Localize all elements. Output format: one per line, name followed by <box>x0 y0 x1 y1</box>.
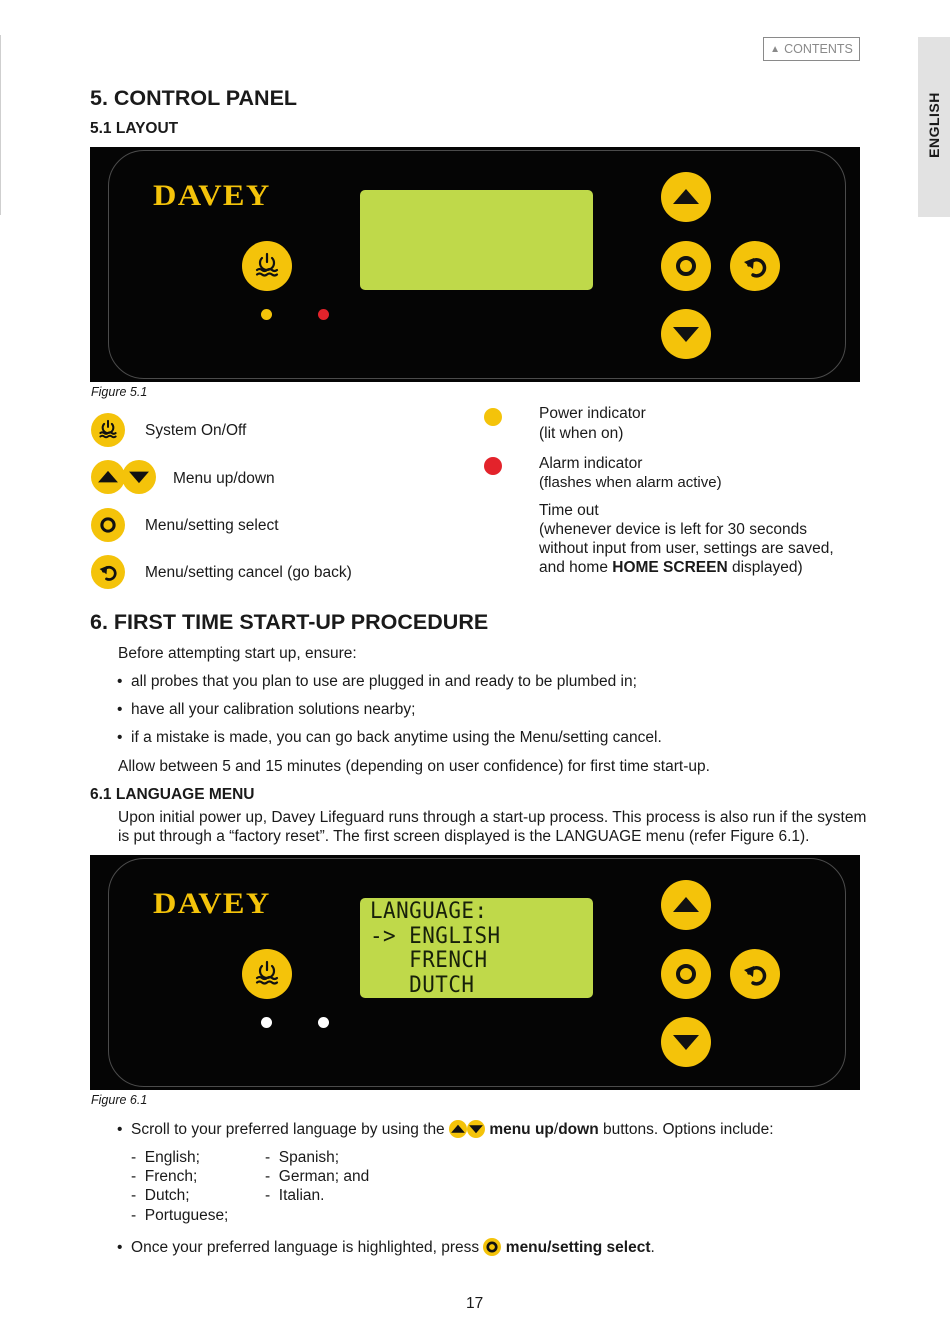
section-heading-startup: 6. FIRST TIME START-UP PROCEDURE <box>90 610 489 634</box>
list-item: • all probes that you plan to use are plugged in and ready to be plumbed in; <box>117 673 637 690</box>
down-button-icon <box>661 309 711 359</box>
davey-logo: DAVEY <box>153 179 271 212</box>
legend-menu-cancel: Menu/setting cancel (go back) <box>145 564 352 581</box>
figure-caption-5-1: Figure 5.1 <box>91 385 148 399</box>
subheading-language-menu: 6.1 LANGUAGE MENU <box>90 786 255 803</box>
language-tab[interactable] <box>918 37 950 217</box>
option-item: - English; <box>131 1149 200 1166</box>
legend-timeout-line1: (whenever device is left for 30 seconds <box>539 521 807 538</box>
page-number: 17 <box>466 1295 484 1312</box>
power-button-icon <box>242 241 292 291</box>
language-para-line1: Upon initial power up, Davey Lifeguard runs through a start-up process. This process is also run if the system <box>118 809 867 826</box>
option-item: - Portuguese; <box>131 1207 229 1224</box>
back-button-icon <box>730 241 780 291</box>
power-indicator-dot <box>484 408 502 426</box>
up-triangle-icon: ▲ <box>770 43 781 55</box>
alarm-indicator-dot <box>484 457 502 475</box>
list-item-once: • Once your preferred language is highlighted, press menu/setting select. <box>117 1239 655 1256</box>
alarm-led <box>318 1017 329 1028</box>
up-button-icon <box>661 880 711 930</box>
legend-alarm-title: Alarm indicator <box>539 455 643 472</box>
contents-label: CONTENTS <box>784 42 853 56</box>
option-item: - Italian. <box>265 1187 325 1204</box>
up-arrow-icon <box>91 460 125 494</box>
up-button-icon <box>661 172 711 222</box>
back-arrow-icon <box>91 555 125 589</box>
option-item: - French; <box>131 1168 198 1185</box>
startup-intro: Before attempting start up, ensure: <box>118 645 357 662</box>
select-circle-icon <box>483 1238 501 1256</box>
startup-allow: Allow between 5 and 15 minutes (depending on user confidence) for first time start-up. <box>118 758 710 775</box>
legend-menu-select: Menu/setting select <box>145 517 279 534</box>
down-arrow-icon <box>122 460 156 494</box>
legend-timeout-line3: and home HOME SCREEN displayed) <box>539 559 803 576</box>
power-button-icon <box>242 949 292 999</box>
legend-power-note: (lit when on) <box>539 425 624 442</box>
lcd-screen-blank <box>360 190 593 290</box>
legend-timeout-title: Time out <box>539 502 599 519</box>
legend-timeout-line2: without input from user, settings are saved, <box>539 540 834 557</box>
select-button-icon <box>661 241 711 291</box>
language-para-line2: is put through a “factory reset”. The first screen displayed is the LANGUAGE menu (refer Figure 6.1). <box>118 828 810 845</box>
power-button-icon <box>91 413 125 447</box>
down-button-icon <box>661 1017 711 1067</box>
down-arrow-icon <box>467 1120 485 1138</box>
control-panel-figure <box>90 147 860 382</box>
section-heading-control-panel: 5. CONTROL PANEL <box>90 86 298 110</box>
alarm-led <box>318 309 329 320</box>
davey-logo: DAVEY <box>153 887 271 920</box>
contents-link[interactable] <box>763 37 860 61</box>
lcd-language-menu-text: LANGUAGE: -> ENGLISH FRENCH DUTCH <box>370 899 501 998</box>
legend-alarm-note: (flashes when alarm active) <box>539 474 722 491</box>
option-item: - Dutch; <box>131 1187 190 1204</box>
select-circle-icon <box>91 508 125 542</box>
power-led <box>261 1017 272 1028</box>
option-item: - Spanish; <box>265 1149 340 1166</box>
margin-rule <box>0 35 1 215</box>
figure-caption-6-1: Figure 6.1 <box>91 1093 148 1107</box>
language-tab-label: ENGLISH <box>926 92 942 158</box>
legend-power-title: Power indicator <box>539 405 646 422</box>
lcd-screen-language <box>360 898 593 998</box>
option-item: - German; and <box>265 1168 370 1185</box>
list-item-scroll: • Scroll to your preferred language by using the menu up/down buttons. Options include: <box>117 1121 774 1138</box>
up-arrow-icon <box>449 1120 467 1138</box>
legend-system-onoff: System On/Off <box>145 422 247 439</box>
legend-menu-updown: Menu up/down <box>173 470 275 487</box>
list-item: • if a mistake is made, you can go back anytime using the Menu/setting cancel. <box>117 729 662 746</box>
power-led <box>261 309 272 320</box>
back-button-icon <box>730 949 780 999</box>
control-panel-language-figure <box>90 855 860 1090</box>
list-item: • have all your calibration solutions nearby; <box>117 701 416 718</box>
subheading-layout: 5.1 LAYOUT <box>90 120 179 137</box>
select-button-icon <box>661 949 711 999</box>
